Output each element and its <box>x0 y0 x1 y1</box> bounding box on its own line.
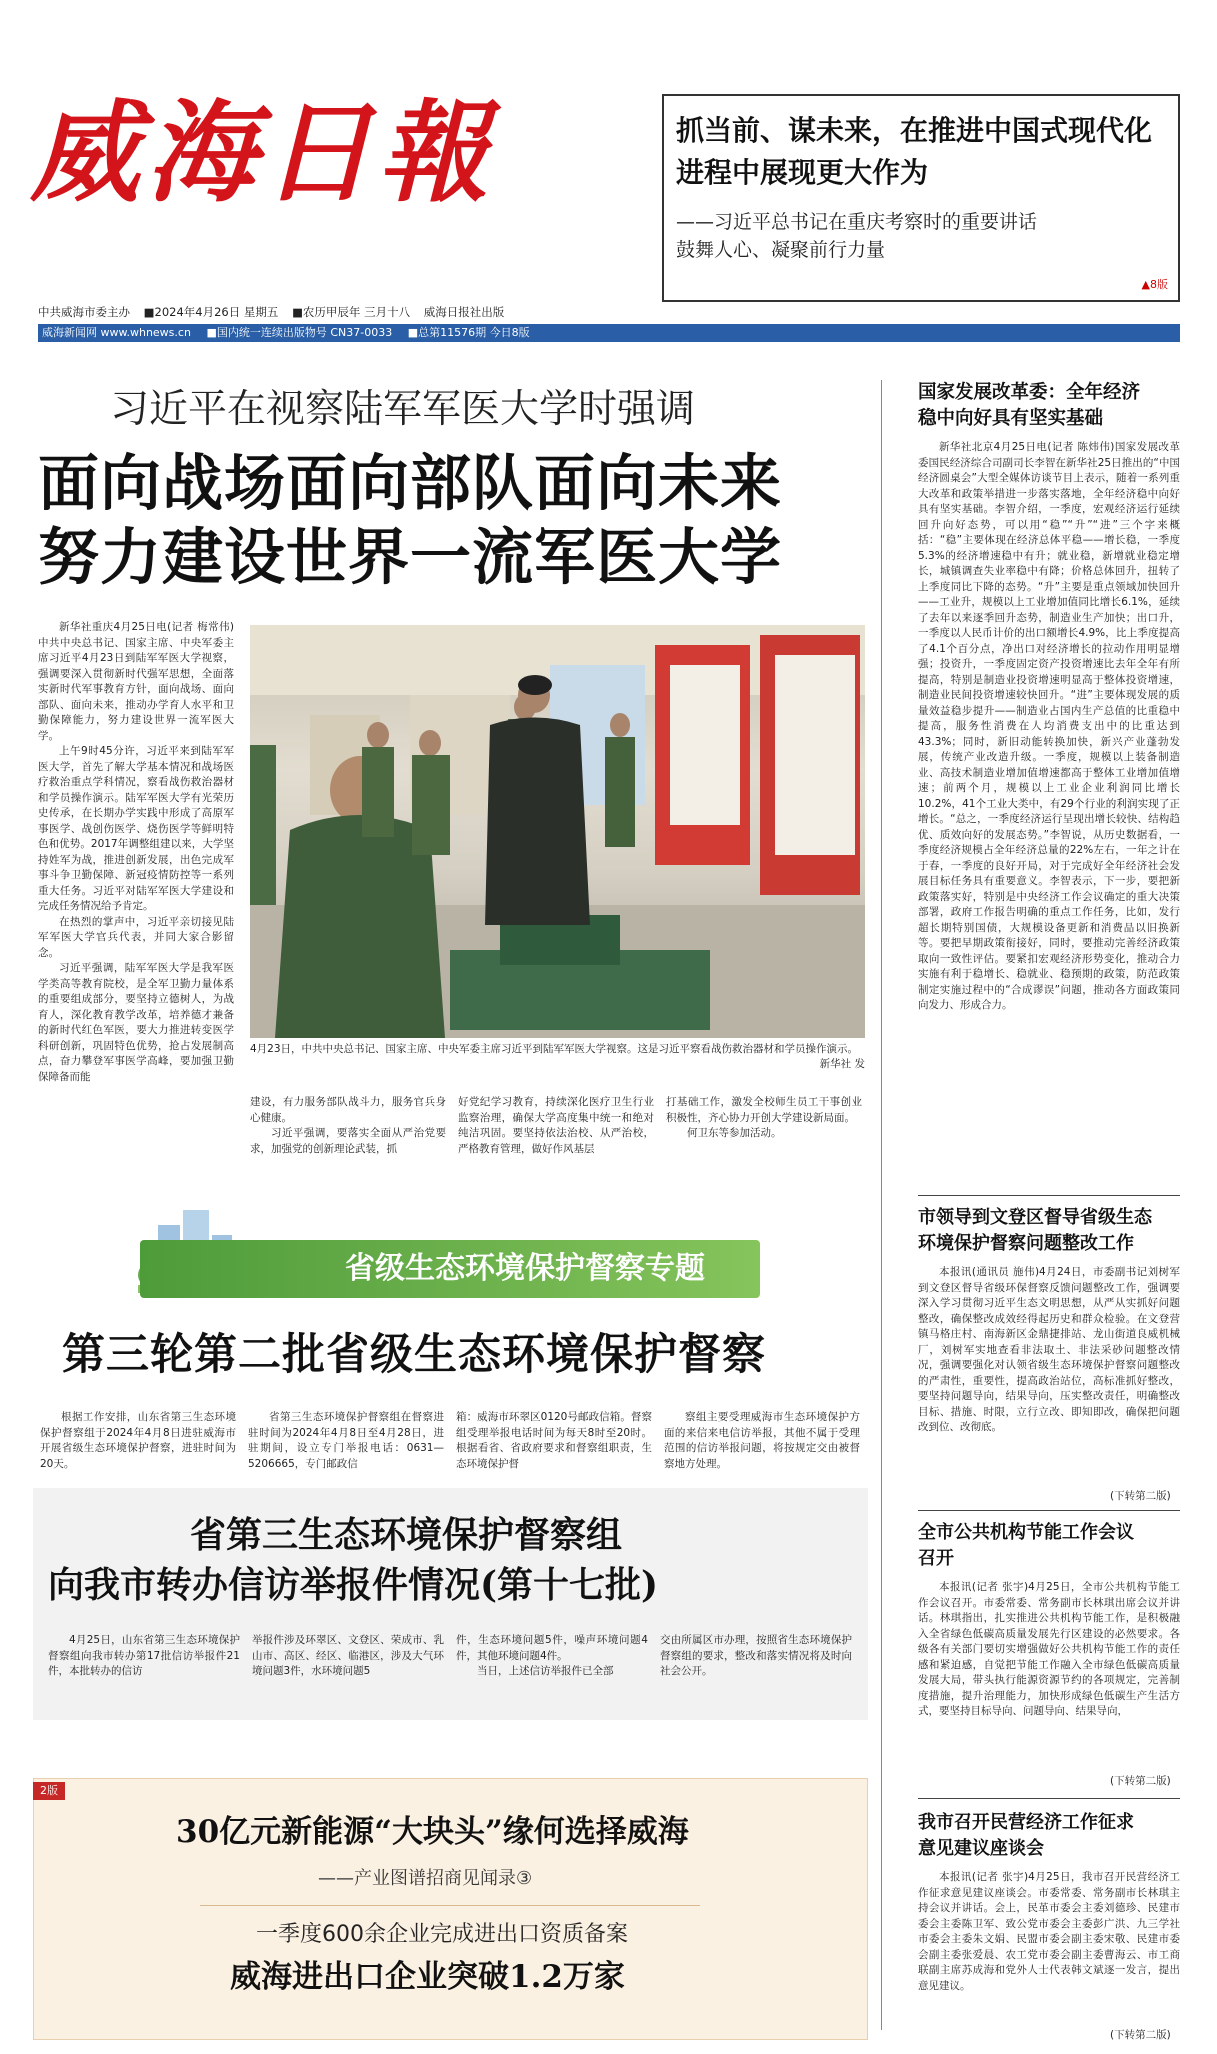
right-a2-title-1: 市领导到文登区督导省级生态 <box>918 1207 1152 1228</box>
right-divider-1 <box>918 1195 1180 1196</box>
lead-p4: 习近平强调，陆军军医大学是我军医学类高等教育院校，是全军卫勤力量体系的重要组成部分，要坚持立德树人，为战育人，深化教育教学改革，培养德才兼备的新时代红色军医，要大力推进转变医学科研创新，巩固特色优势，抢占发展制高点，奋力攀登军事医学高峰，要加强卫勤保障备而能 <box>38 962 234 1083</box>
right-a4-cont[interactable]: (下转第二版) <box>1110 2029 1171 2041</box>
eco-banner <box>140 1240 760 1298</box>
right-a4-title-1: 我市召开民营经济工作征求 <box>918 1812 1134 1833</box>
right-a3-text: 本报讯(记者 张宇)4月25日，全市公共机构节能工作会议召开。市委常委、常务副市长林琪出席会议并讲话。林琪指出，扎实推进公共机构节能工作，是积极融入全省绿色低碳高质量发展先行区建设的必然要求。各级各有关部门要切实增强做好公共机构节能工作的责任感和紧迫感，自觉把节能工作融入全市绿色低碳高质量发展大局，带头执行能源资源节约的各项规定，完善制度措施，提升治理能力，加快形成绿色低碳生产生活方式，要坚持目标导向、问题导向、结果导向， <box>918 1581 1180 1717</box>
lead-title-2[interactable]: 努力建设世界一流军医大学 <box>38 522 783 593</box>
right-a1-text: 新华社北京4月25日电(记者 陈炜伟)国家发展改革委国民经济综合司副司长李智在新华社25日推出的“中国经济圆桌会”大型全媒体访谈节目上表示，随着一系列重大改革和政策举措进一步落实落地，全年经济稳中向好具有坚实基础。李智介绍，一季度，宏观经济运行延续回升向好态势，可以用“稳”“升”“进”三个字来概括：“稳”主要体现在经济总体平稳——增长稳，一季度5.3%的经济增速稳中有升；就业稳，新增就业稳定增长，城镇调查失业率稳中有降；价格总体回升，扭转了上季度同比下降的态势。“升”主要是重点领域加快回升——工业升，规模以上工业增加值同比增长6.1%，延续了去年以来逐季回升态势，制造业生产加快；出口升，一季度以人民币计价的出口额增长4.9%，比上季度提高了4.1个百分点，净出口对经济增长的拉动作用明显增强；投资升，一季度固定资产投资增速比去年全年有所提高，特别是制造业投资增速明显高于整体投资增速，制造业民间投资增速较快回升。“进”主要体现发展的质量效益稳步提升——制造业占国内生产总值的比重稳中提高，服务性消费在人均消费支出中的比重达到43.3%；同时，新旧动能转换加快，新兴产业蓬勃发展，传统产业改造升级。一季度，规模以上装备制造业、高技术制造业增加值增速都高于整体工业增加值增速；前两个月，规模以上工业企业利润同比增长10.2%，41个工业大类中，有29个行业的利润实现了正增长。“总之，一季度经济运行呈现出增长较快、结构趋优、质效向好的发展态势。”李智说，从历史数据看，一季度经济规模占全年经济总量的22%左右，一年之计在于春，一季度的良好开局，对于完成好全年经济社会发展目标任务具有重要意义。李智表示，下一步，要把新政策落实好，特别是中央经济工作会议确定的重大决策部署，政府工作报告明确的重点工作任务，比如，发行超长期特别国债，大规模设备更新和消费品以旧换新等。要把早期政策衔接好，同时，要推动完善经济政策取向一致性评估。要紧扣宏观经济形势变化，推动合力实施有利于稳增长、稳就业、稳预期的政策，防范政策制定实施过程中的“合成谬误”问题，推动各方面政策同向发力、形成合力。 <box>918 441 1180 1011</box>
eco-dcol3 <box>456 1633 648 1703</box>
eco-dcol2 <box>252 1633 444 1703</box>
right-a3-body <box>918 1580 1180 1772</box>
right-divider-3 <box>918 1798 1180 1799</box>
lead-bottom-col3 <box>666 1095 862 1165</box>
right-a4-title[interactable] <box>918 1810 1188 1862</box>
lead-photo[interactable] <box>250 625 865 1038</box>
eco-dcol1 <box>48 1633 240 1703</box>
teaser-line: 一季度600余企业完成进出口资质备案 <box>256 1922 628 1947</box>
eco-c4: 察组主要受理威海市生态环境保护方面的来信来电信访举报，其他不属于受理范围的信访举报问题，将按规定交由被督察地方处理。 <box>664 1411 860 1470</box>
photo-scene <box>250 625 865 1038</box>
bar-cn: ■国内统一连续出版物号 CN37-0033 <box>206 326 393 339</box>
eco-d1: 4月25日，山东省第三生态环境保护督察组向我市转办第17批信访举报件21件，本批转办的信访 <box>48 1634 240 1677</box>
eco-c3: 箱：威海市环翠区0120号邮政信箱。督察组受理举报电话时间为每天8时至20时。根据看省、省政府要求和督察组职责，生态环境保护督 <box>456 1411 652 1470</box>
eco-col4 <box>664 1410 860 1480</box>
bc2-text: 好党纪学习教育，持续深化医疗卫生行业监察治理，确保大学高度集中统一和绝对纯洁巩固。要坚持依法治校、从严治校，严格教育管理，做好作风基层 <box>458 1096 654 1155</box>
right-a3-cont[interactable]: (下转第二版) <box>1110 1775 1171 1787</box>
right-a2-cont[interactable]: (下转第二版) <box>1110 1490 1171 1502</box>
lead-bottom-col1 <box>250 1095 446 1165</box>
eco-d3: 件，生态环境问题5件，噪声环境问题4件，其他环境问题4件。 <box>456 1634 648 1662</box>
right-a1-title-1: 国家发展改革委：全年经济 <box>918 382 1141 403</box>
eco-title2b[interactable]: 向我市转办信访举报件情况(第十七批) <box>48 1564 659 1606</box>
eco-dcol4 <box>660 1633 852 1703</box>
column-divider <box>881 380 882 2030</box>
right-a4-body <box>918 1870 1180 2025</box>
bc3b-text: 何卫东等参加活动。 <box>687 1127 782 1139</box>
teaser-title[interactable]: 30亿元新能源“大块头”缘何选择威海 <box>176 1814 689 1850</box>
eco-col2 <box>248 1410 444 1480</box>
right-a4-title-2: 意见建议座谈会 <box>918 1838 1044 1859</box>
eco-title2a[interactable]: 省第三生态环境保护督察组 <box>190 1514 623 1556</box>
lead-title-1[interactable]: 面向战场面向部队面向未来 <box>38 448 783 519</box>
caption-credit: 新华社 发 <box>819 1058 865 1070</box>
lead-p3: 在热烈的掌声中，习近平亲切接见陆军军医大学官兵代表，并同大家合影留念。 <box>38 915 234 959</box>
lead-p2: 上午9时45分许，习近平来到陆军军医大学，首先了解大学基本情况和战场医疗救治重点学科情况，察看战伤救治器材和学员操作演示。陆军军医大学有光荣历史传承，在长期办学实践中形成了高原军事医学、战创伤医学、烧伤医学等鲜明特色和优势。2017年调整组建以来，大学坚持姓军为战，推进创新发展，出色完成军事斗争卫勤保障、新冠疫情防控等一系列重大任务。习近平对陆军军医大学建设和完成任务情况给予肯定。 <box>38 745 234 912</box>
teaser-sub: ——产业图谱招商见闻录③ <box>318 1868 533 1889</box>
right-a4-text: 本报讯(记者 张宇)4月25日，我市召开民营经济工作征求意见建议座谈会。市委常委、常务副市长林琪主持会议并讲话。会上，民革市委会主委刘德珍、民建市委会主委陈卫军、致公党市委会主委彭广洪、九三学社市委会主委朱文娟、民盟市委会副主委宋敬、民建市委会副主委张爱晨、农工党市委会副主委曹海云、市工商联副主席苏成海和党外人士代表韩文斌逐一发言，提出意见建议。 <box>918 1871 1180 1992</box>
right-a1-body <box>918 440 1180 1185</box>
lead-kicker: 习近平在视察陆军军医大学时强调 <box>110 387 696 432</box>
masthead-lead-box[interactable] <box>662 94 1180 302</box>
bar-total: ■总第11576期 今日8版 <box>407 326 530 339</box>
info-lunar: ■农历甲辰年 三月十八 <box>292 305 411 319</box>
bc3-text: 打基础工作，激发全校师生员工干事创业积极性，齐心协力开创大学建设新局面。 <box>666 1096 862 1124</box>
caption-text: 4月23日，中共中央总书记、国家主席、中央军委主席习近平到陆军军医大学视察。这是习近平察看战伤救治器材和学员操作演示。 <box>250 1043 859 1055</box>
right-a3-title[interactable] <box>918 1520 1188 1572</box>
right-a2-title[interactable] <box>918 1205 1188 1257</box>
info-pub: 威海日报社出版 <box>423 305 505 319</box>
eco-c2: 省第三生态环境保护督察组在督察进驻时间为2024年4月8日至4月28日，进驻期间，设立专门举报电话：0631—5206665，专门邮政信 <box>248 1411 444 1470</box>
teaser-page-tag: 2版 <box>33 1782 65 1800</box>
right-a2-title-2: 环境保护督察问题整改工作 <box>918 1233 1134 1254</box>
lead-col1 <box>38 620 234 1160</box>
eco-c1: 根据工作安排，山东省第三生态环境保护督察组于2024年4月8日进驻威海市开展省级生态环境保护督察，进驻时间为20天。 <box>40 1411 236 1470</box>
masthead-bar <box>38 324 1180 342</box>
right-divider-2 <box>918 1510 1180 1511</box>
logo-text: 威海日報 <box>30 88 494 217</box>
info-date: ■2024年4月26日 星期五 <box>143 305 279 319</box>
teaser-divider <box>200 1905 700 1906</box>
masthead-info <box>38 304 1180 322</box>
right-a2-body <box>918 1265 1180 1487</box>
eco-col1 <box>40 1410 236 1480</box>
right-a3-title-2: 召开 <box>918 1548 954 1569</box>
eco-d4: 交由所属区市办理，按照省生态环境保护督察组的要求，整改和落实情况将及时向社会公开。 <box>660 1634 852 1677</box>
lead-bottom-col2 <box>458 1095 654 1165</box>
info-left: 中共威海市委主办 <box>38 305 130 319</box>
eco-title[interactable]: 第三轮第二批省级生态环境保护督察 <box>62 1330 766 1380</box>
right-a1-title[interactable] <box>918 380 1188 432</box>
bar-site[interactable]: 威海新闻网 www.whnews.cn <box>42 326 191 339</box>
masthead-subhead-1: ——习近平总书记在重庆考察时的重要讲话 <box>676 211 1038 233</box>
right-a2-text: 本报讯(通讯员 施伟)4月24日，市委副书记刘树军到文登区督导省级环保督察反馈问题整改工作，强调要深入学习贯彻习近平生态文明思想，从严从实抓好问题整改，确保整改成效经得起历史和群众检验。在文登营镇马格庄村、南海新区金鼎捷排站、龙山街道良威机械厂，刘树军实地查看非法取土、非法采砂问题整改情况，强调要强化对认领省级生态环境保护督察问题整改的严肃性，重要性，提高政治站位，高标准抓好整改，要坚持问题导向，结果导向，压实整改责任，明确整改目标、措施、时限，立行立改、即知即改，确保把问题改到位、改彻底。 <box>918 1266 1180 1433</box>
eco-d3b: 当日，上述信访举报件已全部 <box>477 1665 614 1677</box>
bc1-text: 建设，有力服务部队战斗力，服务官兵身心健康。 <box>250 1096 446 1124</box>
masthead-headline: 抓当前、谋未来，在推进中国式现代化进程中展现更大作为 <box>676 114 1153 189</box>
eco-d2: 举报件涉及环翠区、文登区、荣成市、乳山市、高区、经区、临港区，涉及大气环境问题3件，水环境问题5 <box>252 1634 444 1677</box>
lead-p1: 新华社重庆4月25日电(记者 梅常伟)中共中央总书记、国家主席、中央军委主席习近平4月23日到陆军军医大学视察，强调要深入贯彻新时代强军思想，全面落实新时代军事教育方针，面向战场、面向部队、面向未来，推动办学育人水平和卫勤保障能力，努力建设世界一流军医大学。 <box>38 621 234 742</box>
teaser-title2[interactable]: 威海进出口企业突破1.2万家 <box>230 1959 625 1995</box>
right-a1-title-2: 稳中向好具有坚实基础 <box>918 408 1104 429</box>
masthead-subhead-2: 鼓舞人心、凝聚前行力量 <box>676 239 886 261</box>
photo-caption <box>250 1042 865 1072</box>
eco-col3 <box>456 1410 652 1480</box>
right-a3-title-1: 全市公共机构节能工作会议 <box>918 1522 1134 1543</box>
masthead-logo <box>30 78 500 228</box>
masthead-jump: ▲8版 <box>1141 278 1168 291</box>
eco-banner-text: 省级生态环境保护督察专题 <box>345 1251 705 1286</box>
bc1b-text: 习近平强调，要落实全面从严治党要求，加强党的创新理论武装，抓 <box>250 1127 446 1155</box>
